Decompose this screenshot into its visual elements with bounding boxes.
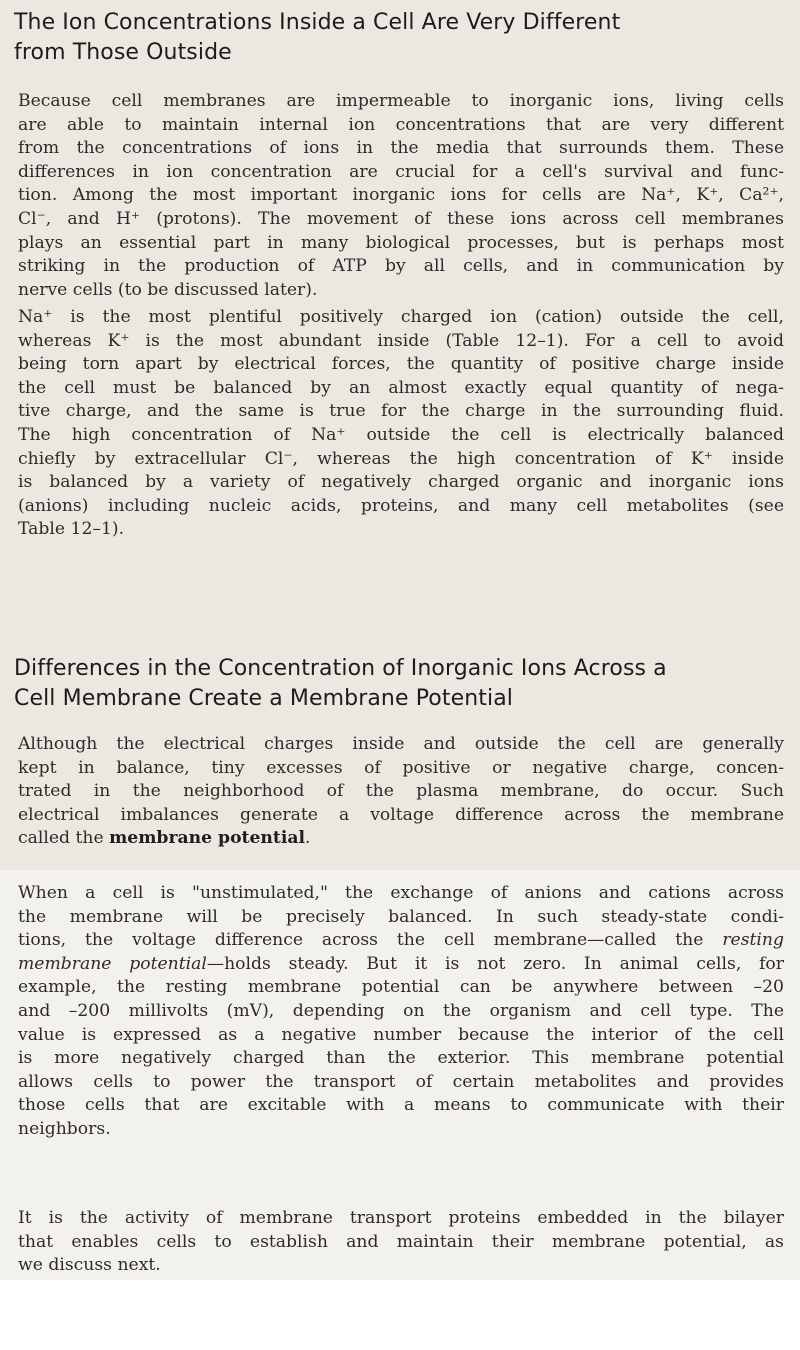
text-line [18, 827, 784, 851]
heading-line: The Ion Concentrations Inside a Cell Are Very Different [14, 10, 621, 35]
key-term-membrane-potential: membrane potential [109, 828, 306, 849]
text-line: neighbors. [18, 1118, 111, 1139]
text-line: and –200 millivolts (mV), depending on the organism and cell type. The [18, 1000, 784, 1021]
text-fragment: —holds steady. But it is not zero. In animal cells, for [206, 953, 784, 974]
paragraph-sodium-potassium [18, 306, 784, 542]
text-line: trated in the neighborhood of the plasma membrane, do occur. Such [18, 781, 784, 802]
text-line: value is expressed as a negative number because the interior of the cell [18, 1024, 784, 1045]
paragraph-ion-concentrations-intro [18, 90, 784, 302]
text-line: are able to maintain internal ion concentrations that are very different [18, 114, 784, 135]
section-heading-ion-concentrations [14, 8, 786, 68]
text-line: being torn apart by electrical forces, the quantity of positive charge inside [18, 354, 784, 375]
text-line: the cell must be balanced by an almost exactly equal quantity of nega- [18, 377, 784, 398]
blank-margin [0, 1280, 800, 1350]
text-line: Cl⁻, and H⁺ (protons). The movement of these ions across cell membranes [18, 208, 784, 229]
text-line: When a cell is "unstimulated," the exchange of anions and cations across [18, 883, 784, 903]
text-line: plays an essential part in many biological processes, but is perhaps most [18, 232, 784, 253]
text-line [18, 953, 784, 977]
text-line: from the concentrations of ions in the media that surrounds them. These [18, 138, 784, 159]
text-line: tive charge, and the same is true for the charge in the surrounding fluid. [18, 401, 784, 422]
heading-line: Differences in the Concentration of Inorganic Ions Across a [14, 656, 667, 681]
text-line: Na⁺ is the most plentiful positively charged ion (cation) outside the cell, [18, 307, 784, 327]
text-line: allows cells to power the transport of certain metabolites and provides [18, 1071, 784, 1092]
heading-line: Cell Membrane Create a Membrane Potential [14, 686, 513, 711]
text-line: differences in ion concentration are crucial for a cell's survival and func- [18, 161, 784, 182]
text-line: kept in balance, tiny excesses of positive or negative charge, concen- [18, 757, 784, 778]
key-term-resting: resting [722, 930, 784, 951]
paragraph-resting-potential [18, 882, 784, 1142]
text-line: Because cell membranes are impermeable to inorganic ions, living cells [18, 91, 784, 111]
text-line: electrical imbalances generate a voltage difference across the membrane [18, 804, 784, 825]
text-line: striking in the production of ATP by all cells, and in communication by [18, 256, 784, 277]
key-term-membrane-potential-italic: membrane potential [18, 953, 207, 974]
text-fragment: tions, the voltage difference across the cell membrane—called the [18, 930, 723, 951]
text-line: tion. Among the most important inorganic ions for cells are Na⁺, K⁺, Ca²⁺, [18, 185, 784, 206]
text-line: we discuss next. [18, 1255, 161, 1276]
text-line: that enables cells to establish and maintain their membrane potential, as [18, 1231, 784, 1252]
paragraph-transport-proteins [18, 1207, 784, 1278]
text-line [18, 929, 784, 953]
section-heading-membrane-potential [14, 654, 786, 714]
text-line: chiefly by extracellular Cl⁻, whereas the high concentration of K⁺ inside [18, 448, 784, 469]
text-line: The high concentration of Na⁺ outside the cell is electrically balanced [18, 424, 784, 445]
text-line: (anions) including nucleic acids, proteins, and many cell metabolites (see [18, 495, 784, 516]
text-line: Table 12–1). [18, 519, 125, 540]
text-line: Although the electrical charges inside and outside the cell are generally [18, 734, 784, 754]
text-line: is more negatively charged than the exterior. This membrane potential [18, 1048, 784, 1069]
text-fragment: . [305, 828, 311, 849]
text-line: example, the resting membrane potential can be anywhere between –20 [18, 977, 784, 998]
text-line: whereas K⁺ is the most abundant inside (Table 12–1). For a cell to avoid [18, 330, 784, 351]
text-line: those cells that are excitable with a means to communicate with their [18, 1095, 784, 1116]
text-fragment: called the [18, 828, 110, 849]
text-line: is balanced by a variety of negatively charged organic and inorganic ions [18, 472, 784, 493]
text-line: It is the activity of membrane transport proteins embedded in the bilayer [18, 1208, 784, 1228]
text-line: nerve cells (to be discussed later). [18, 279, 318, 300]
heading-line: from Those Outside [14, 40, 232, 65]
text-line: the membrane will be precisely balanced. In such steady-state condi- [18, 906, 784, 927]
paragraph-charge-imbalance [18, 733, 784, 851]
